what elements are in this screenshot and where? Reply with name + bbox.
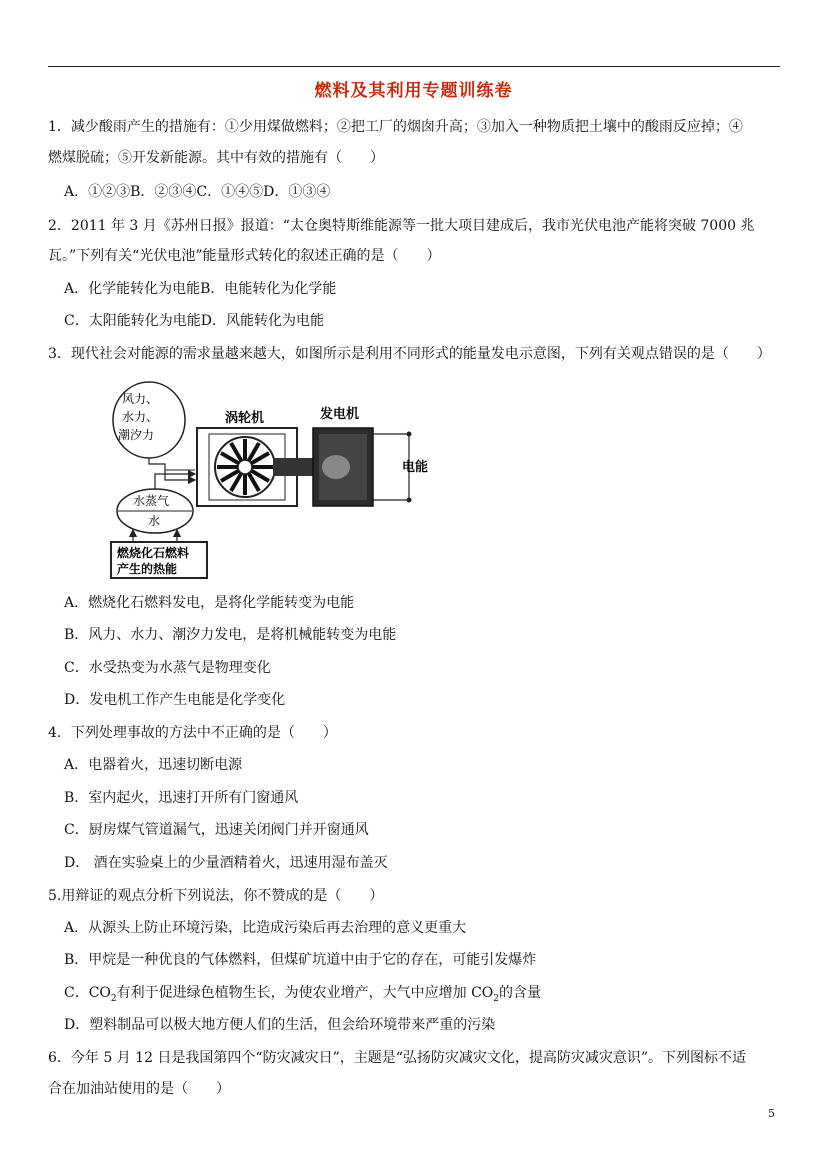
q3-stem: 3．现代社会对能源的需求量越来越大，如图所示是利用不同形式的能量发电示意图，下列有关观点错误的是（ ） (48, 346, 771, 362)
page-number: 5 (768, 1107, 775, 1120)
generator-label: 发电机 (320, 407, 360, 422)
q2-option-d[interactable]: D．风能转化为电能 (200, 313, 324, 329)
q5-option-c[interactable] (64, 983, 541, 1009)
q2-option-c[interactable]: C．太阳能转化为电能 (64, 313, 201, 329)
turbine-label: 涡轮机 (225, 411, 265, 426)
q1-stem-line2: 燃煤脱硫；⑤开发新能源。其中有效的措施有（ ） (48, 150, 384, 166)
q5-option-c-suffix: 的含量 (499, 985, 542, 1001)
fuel-label-1: 燃烧化石燃料 (117, 546, 190, 560)
q2-stem-line2: 瓦。”下列有关“光伏电池”能量形式转化的叙述正确的是（ ） (48, 248, 441, 264)
q1-stem-line1: 1．减少酸雨产生的措施有：①少用煤做燃料；②把工厂的烟囱升高；③加入一种物质把土壤中的酸雨反应掉；④ (48, 119, 743, 135)
q3-option-c[interactable]: C．水受热变为水蒸气是物理变化 (64, 660, 271, 676)
q4-stem: 4．下列处理事故的方法中不正确的是（ ） (48, 725, 337, 741)
q4-option-a[interactable]: A．电器着火，迅速切断电源 (64, 757, 243, 773)
q1-option-c[interactable]: C．①④⑤ (196, 184, 264, 200)
q3-option-d[interactable]: D．发电机工作产生电能是化学变化 (64, 692, 286, 708)
water-label: 水 (148, 514, 161, 528)
header-rule (48, 66, 780, 67)
q5-option-c-prefix: C．CO (64, 985, 111, 1001)
circle-label-2: 水力、 (122, 410, 159, 424)
fuel-label-2: 产生的热能 (117, 562, 178, 576)
q4-option-b[interactable]: B．室内起火，迅速打开所有门窗通风 (64, 790, 299, 806)
electric-label: 电能 (402, 460, 429, 475)
page-title: 燃料及其利用专题训练卷 (314, 81, 513, 101)
q3-option-a[interactable]: A．燃烧化石燃料发电，是将化学能转变为电能 (64, 595, 355, 611)
q6-stem-line2: 合在加油站使用的是（ ） (48, 1081, 230, 1097)
q2-stem-line1: 2．2011 年 3 月《苏州日报》报道：“太仓奥特斯维能源等一批大项目建成后，我市光伏电池产能将突破 7000 兆 (48, 218, 755, 234)
circle-label-3: 潮汐力 (118, 428, 155, 442)
circle-label-1: 风力、 (122, 392, 159, 406)
q3-option-b[interactable]: B．风力、水力、潮汐力发电，是将机械能转变为电能 (64, 627, 397, 643)
q5-option-c-sub1: 2 (110, 993, 117, 1004)
q4-option-d[interactable]: D． 酒在实验桌上的少量酒精着火，迅速用湿布盖灭 (64, 855, 388, 871)
q5-stem: 5.用辩证的观点分析下列说法，你不赞成的是（ ） (48, 888, 384, 904)
q2-options-row2 (64, 311, 324, 331)
q5-option-d[interactable]: D．塑料制品可以极大地方便人们的生活，但会给环境带来严重的污染 (64, 1017, 496, 1033)
q2-option-a[interactable]: A．化学能转化为电能 (64, 281, 201, 297)
q1-option-a[interactable]: A．①②③ (64, 184, 131, 200)
q2-options-row1 (64, 279, 336, 299)
q1-options (64, 182, 330, 202)
power-generation-diagram (105, 378, 445, 583)
q5-option-c-mid: 有利于促进绿色植物生长，为使农业增产，大气中应增加 CO (116, 985, 494, 1001)
q2-option-b[interactable]: B．电能转化为化学能 (200, 281, 337, 297)
q4-option-c[interactable]: C．厨房煤气管道漏气，迅速关闭阀门并开窗通风 (64, 822, 369, 838)
turbine-wheel (215, 437, 275, 497)
q5-option-a[interactable]: A．从源头上防止环境污染，比造成污染后再去治理的意义更重大 (64, 920, 467, 936)
q5-option-c-sub2: 2 (493, 993, 500, 1004)
steam-label: 水蒸气 (133, 494, 170, 508)
q1-option-d[interactable]: D．①③④ (263, 184, 331, 200)
q1-option-b[interactable]: B．②③④ (130, 184, 197, 200)
q5-option-b[interactable]: B．甲烷是一种优良的气体燃料，但煤矿坑道中由于它的存在，可能引发爆炸 (64, 952, 537, 968)
q6-stem-line1: 6．今年 5 月 12 日是我国第四个“防灾减灾日”，主题是“弘扬防灾减灾文化，提高防灾减灾意识”。下列图标不适 (48, 1050, 747, 1066)
